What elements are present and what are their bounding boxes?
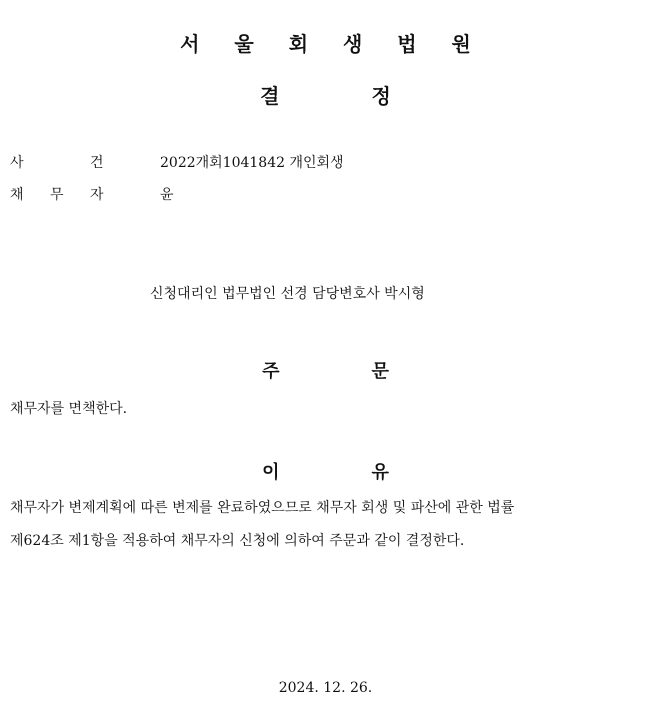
reason-heading-left: 이 [262,462,280,483]
reason-heading [0,458,651,484]
debtor-label-char: 무 [50,187,64,203]
reason-heading-right: 유 [371,462,389,483]
reason-text-line: 제624조 제1항을 적용하여 채무자의 신청에 의하여 주문과 같이 결정한다. [10,533,465,549]
document-title-right: 정 [371,84,391,108]
case-label-char: 건 [90,155,104,171]
reason-text-line: 채무자가 변제계획에 따른 변제를 완료하였으므로 채무자 회생 및 파산에 관한 법률 [10,500,515,516]
order-heading [0,357,651,383]
debtor-row [10,184,640,204]
case-label-char: 사 [10,155,24,171]
case-row [10,152,640,172]
applicant-agent: 신청대리인 법무법인 선경 담당변호사 박시형 [150,286,425,302]
debtor-label-char: 자 [90,187,104,203]
court-name: 서 울 회 생 법 원 [180,32,485,56]
order-text: 채무자를 면책한다. [10,401,128,417]
debtor-label-char: 채 [10,187,24,203]
order-heading-left: 주 [262,361,280,382]
document-title-left: 결 [260,84,280,108]
decision-date: 2024. 12. 26. [278,680,373,696]
document-title [0,80,651,109]
case-number: 2022개회1041842 개인회생 [160,155,344,171]
order-heading-right: 문 [371,361,389,382]
debtor-name: 윤 [160,187,174,203]
